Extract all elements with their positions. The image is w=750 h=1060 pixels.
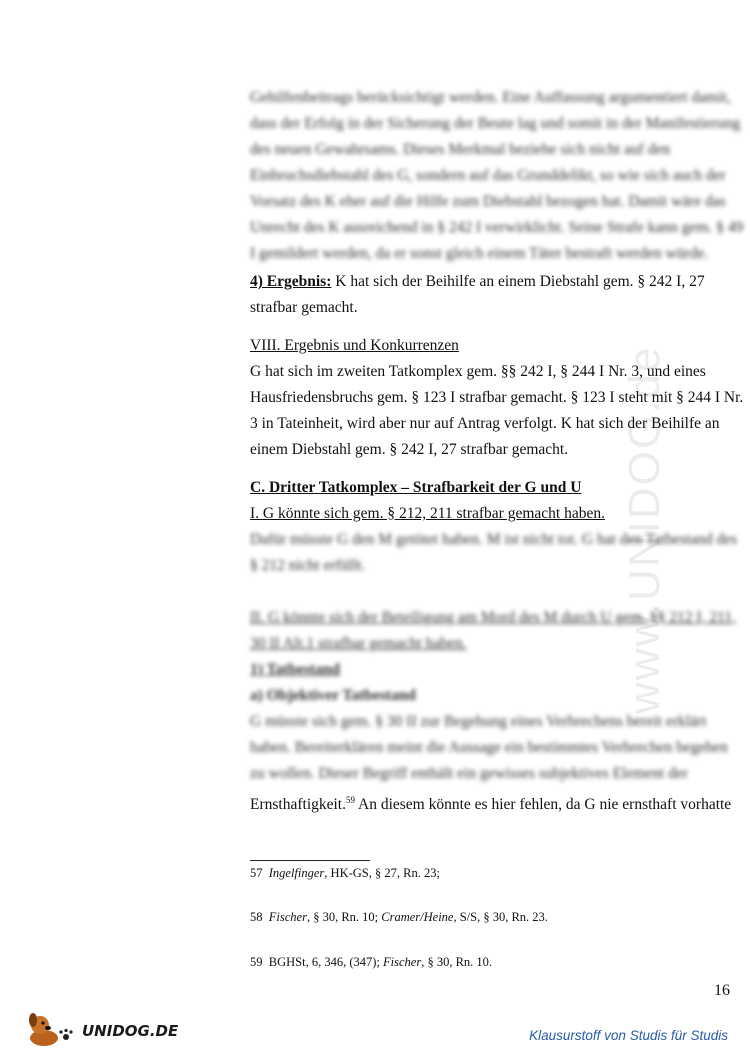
- result-line-2: strafbar gemacht.: [250, 299, 358, 316]
- footnote-text: , § 30, Rn. 10.: [421, 955, 493, 969]
- result-text: K hat sich der Beihilfe an einem Diebstahl gem. § 242 I, 27: [331, 273, 705, 290]
- paragraph-line: Hausfriedensbruchs gem. § 123 I strafbar gemacht. § 123 I steht mit § 244 I Nr.: [250, 389, 744, 406]
- footnote: [250, 866, 440, 881]
- blurred-line: 1) Tatbestand: [250, 661, 341, 678]
- footnote: [250, 955, 492, 970]
- blurred-line: Gehilfenbeitrags berücksichtigt werden. Eine Auffassung argumentiert damit,: [250, 89, 731, 106]
- text-fragment: Ernsthaftigkeit.: [250, 796, 346, 814]
- footnote-text: , § 30, Rn. 10;: [306, 910, 382, 924]
- footnote-number: 59: [250, 955, 263, 969]
- blurred-line: haben. Bereiterklären meint die Aussage ein bestimmtes Verbrechen begehen: [250, 739, 728, 756]
- footnote-text: , HK-GS, § 27, Rn. 23;: [324, 866, 440, 880]
- subsection-heading: I. G könnte sich gem. § 212, 211 strafbar gemacht haben.: [250, 505, 605, 522]
- dog-icon: [22, 1010, 80, 1050]
- footnote-author: Fischer: [383, 955, 422, 969]
- paragraph-line: 3 in Tateinheit, wird aber nur auf Antrag verfolgt. K hat sich der Beihilfe an: [250, 415, 720, 432]
- footer-slogan: Klausurstoff von Studis für Studis: [529, 1028, 728, 1043]
- blurred-line: II. G könnte sich der Beteiligung am Mord des M durch U gem. §§ 212 I, 211,: [250, 609, 736, 626]
- result-line: [250, 272, 705, 292]
- unidog-logo[interactable]: [22, 1010, 179, 1050]
- footnote-author: Fischer: [268, 910, 307, 924]
- paragraph-line: G hat sich im zweiten Tatkomplex gem. §§ 242 I, § 244 I Nr. 3, und eines: [250, 363, 706, 380]
- footnote-author: Ingelfinger: [268, 866, 325, 880]
- blurred-line: dass der Erfolg in der Sicherung der Beute lag und somit in der Manifestierung: [250, 115, 741, 132]
- footnote-text: BGHSt, 6, 346, (347);: [268, 955, 383, 969]
- blurred-line: zu wollen. Dieser Begriff enthält ein gewisses subjektives Element der: [250, 765, 688, 782]
- blurred-line: G müsste sich gem. § 30 II zur Begehung eines Verbrechens bereit erklärt: [250, 713, 707, 730]
- section-heading: VIII. Ergebnis und Konkurrenzen: [250, 337, 459, 354]
- blurred-line: a) Objektiver Tatbestand: [250, 687, 416, 704]
- footnote-text: , S/S, § 30, Rn. 23.: [453, 910, 548, 924]
- watermark: www.UNIDOG.de: [620, 345, 669, 715]
- footnote-number: 57: [250, 866, 263, 880]
- blurred-line: Vorsatz des K eher auf die Hilfe zum Diebstahl bezogen hat. Damit wäre das: [250, 193, 726, 210]
- section-heading: C. Dritter Tatkomplex – Strafbarkeit der G und U: [250, 479, 582, 496]
- paragraph-line: [250, 790, 731, 815]
- footnote-number: 58: [250, 910, 263, 924]
- paragraph-line: einem Diebstahl gem. § 242 I, 27 strafbar gemacht.: [250, 441, 569, 458]
- result-heading: 4) Ergebnis:: [250, 273, 332, 290]
- footnote: [250, 910, 548, 925]
- page-number: 16: [714, 982, 730, 999]
- blurred-line: I gemildert werden, da er sonst gleich einem Täter bestraft werden würde.: [250, 245, 709, 262]
- blurred-line: Dafür müsste G den M getötet haben. M ist nicht tot. G hat den Tatbestand des: [250, 531, 738, 548]
- blurred-line: des neuen Gewahrsams. Dieses Merkmal beziehe sich nicht auf den: [250, 141, 671, 158]
- blurred-line: § 212 nicht erfüllt.: [250, 557, 366, 574]
- blurred-line: Einbruchsdiebstahl des G, sondern auf das Grunddelikt, so wie sich auch der: [250, 167, 726, 184]
- logo-text: UNIDOG.DE: [82, 1022, 179, 1040]
- footnote-ref: 59: [346, 795, 355, 805]
- blurred-line: 30 II Alt.1 strafbar gemacht haben.: [250, 635, 467, 652]
- blurred-line: Unrecht des K ausreichend in § 242 I verwirklicht. Seine Strafe kann gem. § 49: [250, 219, 744, 236]
- footnote-divider: [250, 860, 370, 861]
- text-fragment: An diesem könnte es hier fehlen, da G nie ernsthaft vorhatte: [355, 796, 732, 814]
- footnote-author: Cramer/Heine: [381, 910, 454, 924]
